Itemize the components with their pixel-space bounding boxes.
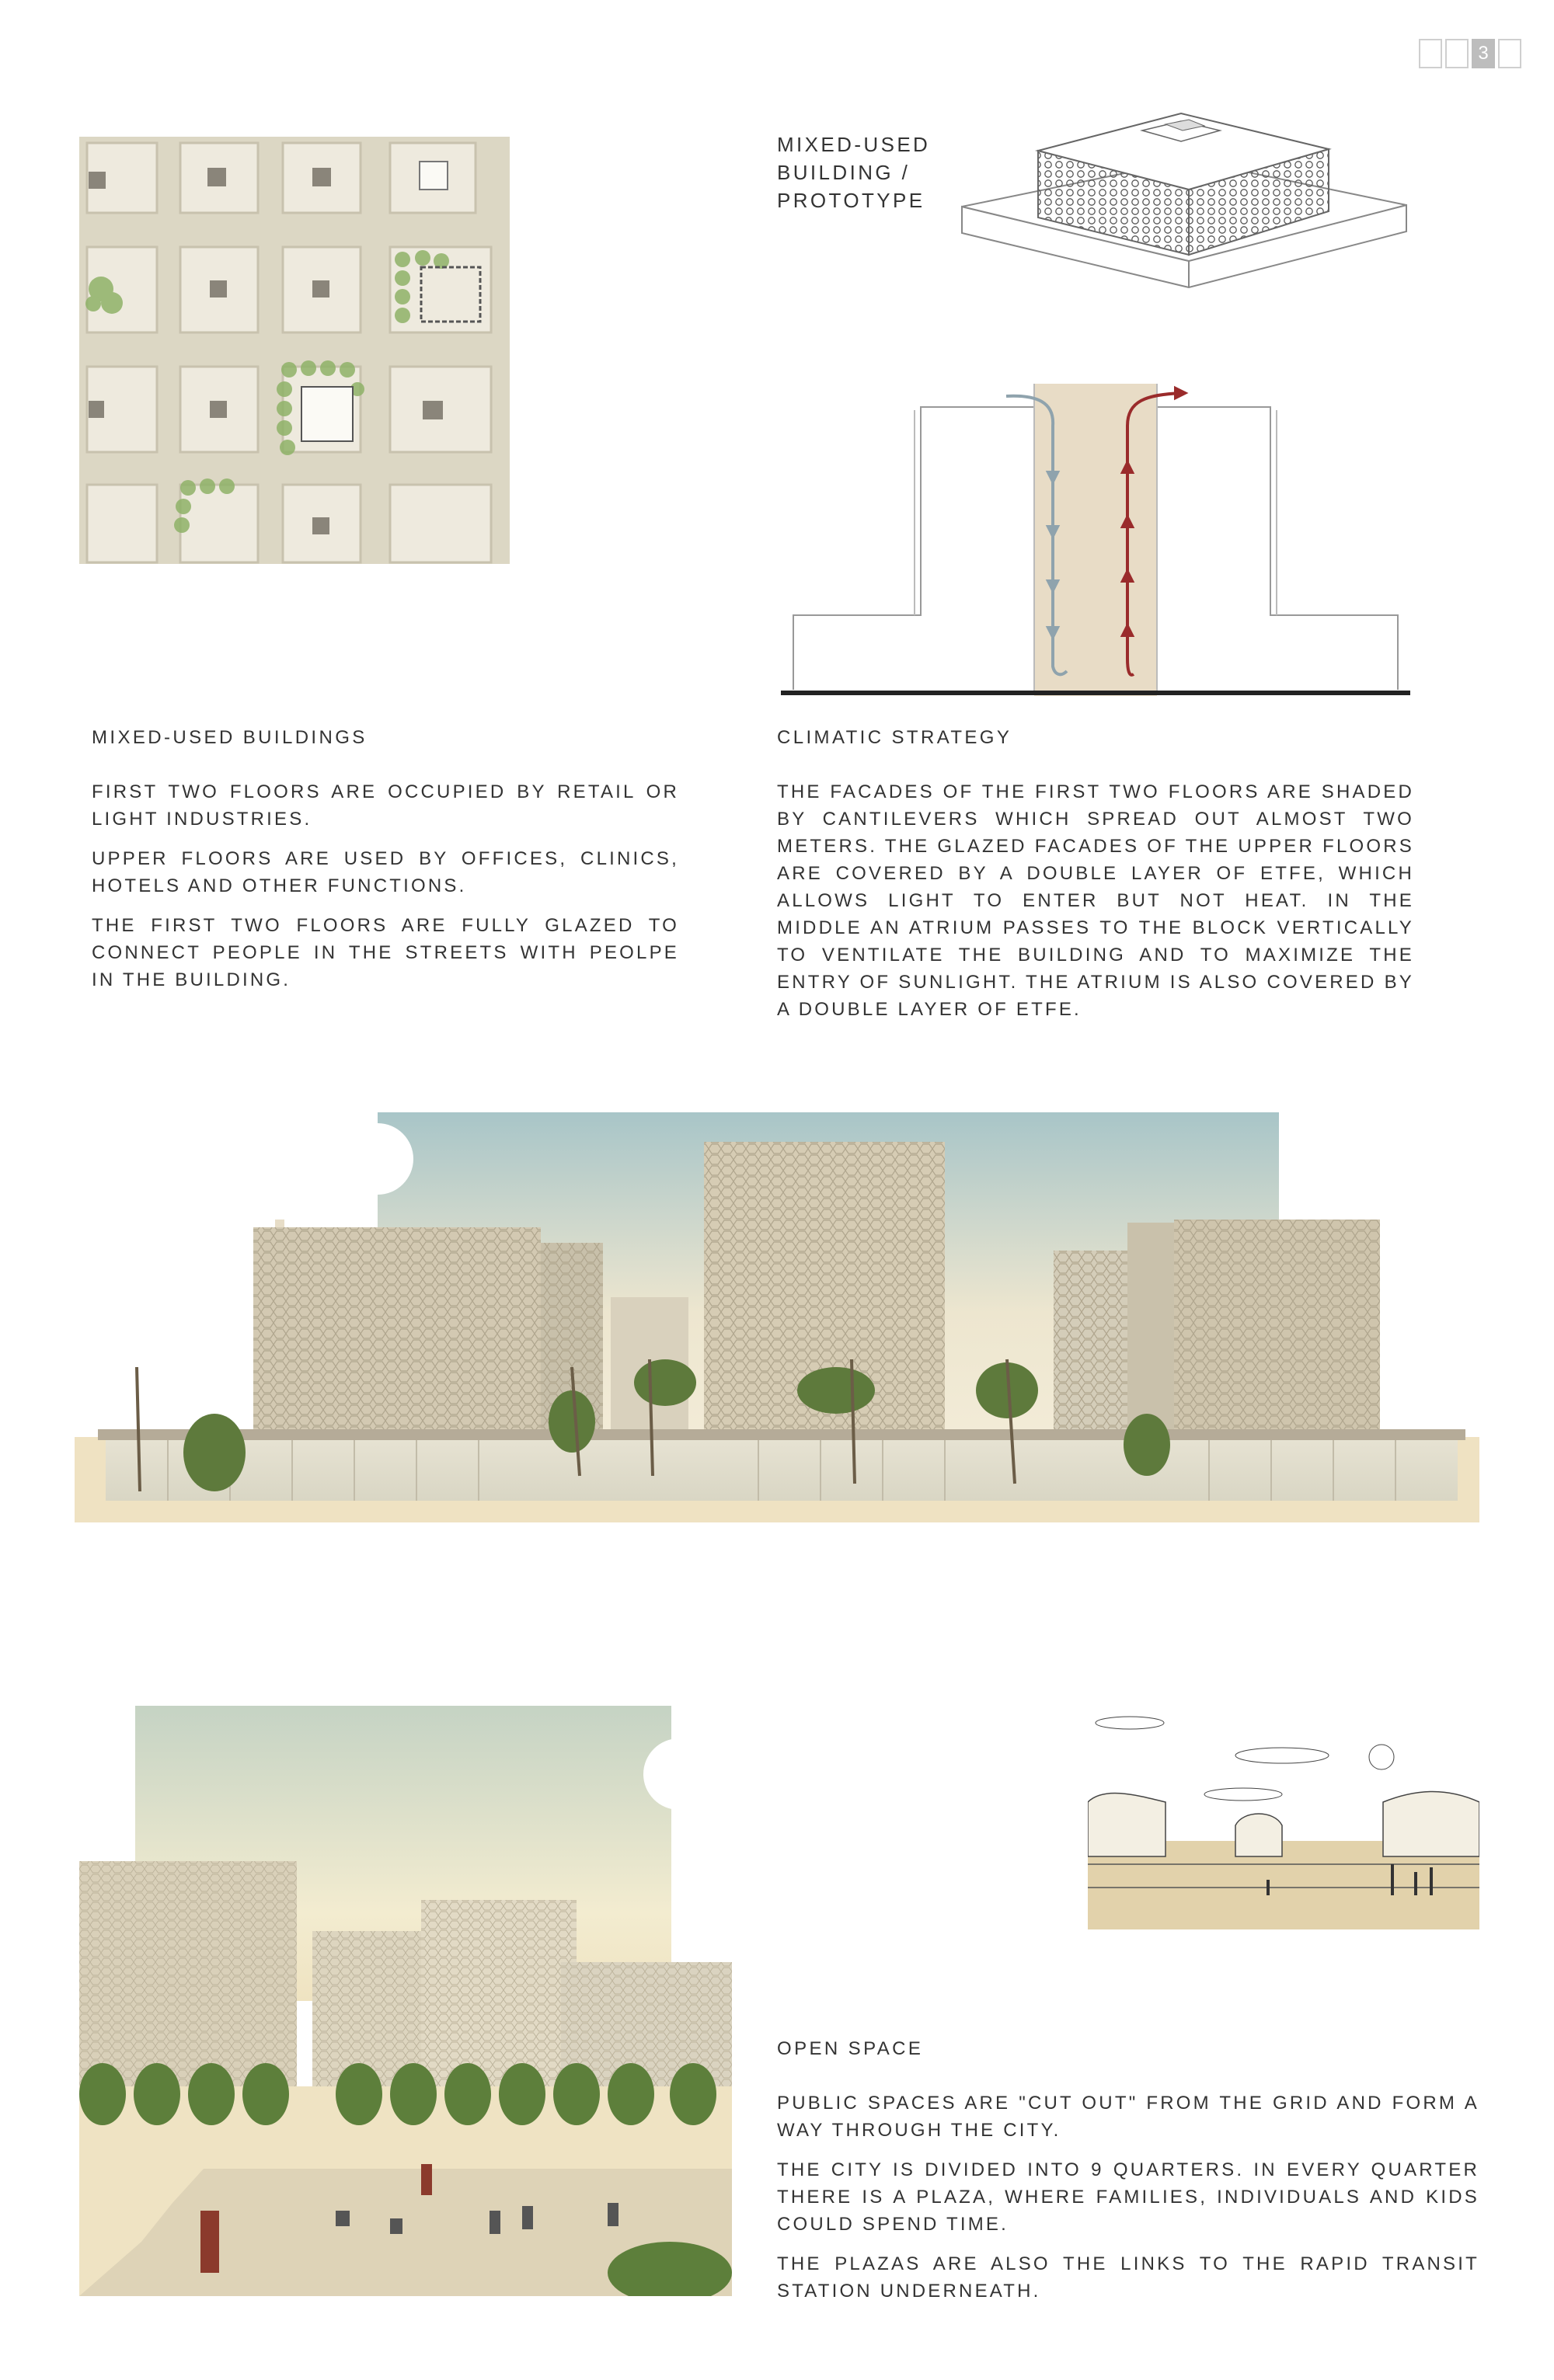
page-box-icon bbox=[1419, 39, 1442, 68]
open-space-paragraph: PUBLIC SPACES ARE "CUT OUT" FROM THE GRID AND FORM A WAY THROUGH THE CITY. bbox=[777, 2093, 1479, 2141]
mixed-used-paragraph: THE FIRST TWO FLOORS ARE FULLY GLAZED TO CONNECT PEOPLE IN THE STREETS WITH PEOLPE IN THE BUILDING. bbox=[92, 915, 679, 990]
open-space-heading: OPEN SPACE bbox=[777, 2038, 924, 2059]
mixed-used-paragraph: FIRST TWO FLOORS ARE OCCUPIED BY RETAIL OR LIGHT INDUSTRIES. bbox=[92, 781, 679, 830]
prototype-label-line: MIXED-USED bbox=[777, 133, 931, 156]
climatic-section-diagram bbox=[781, 379, 1410, 698]
climatic-paragraph: THE FACADES OF THE FIRST TWO FLOORS ARE SHADED BY CANTILEVERS WHICH SPREAD OUT ALMOST TWO METERS. THE GLAZED FACADES OF THE UPPER FLOORS ARE COVERED BY A DOUBLE LAYER OF ETFE, WHICH ALLOWS LIGHT TO ENTER BUT NOT HEAT. IN THE MIDDLE AN ATRIUM PASSES TO THE BLOCK VERTICALLY TO VENTILATE THE BUILDING AND TO MAXIMIZE THE ENTRY OF SUNLIGHT. THE ATRIUM IS ALSO COVERED BY A DOUBLE LAYER OF ETFE. bbox=[777, 781, 1414, 1020]
climatic-body bbox=[777, 778, 1414, 1035]
prototype-label-line: BUILDING / bbox=[777, 161, 911, 184]
page-number-marker bbox=[1419, 39, 1521, 68]
aerial-grid-plan bbox=[79, 137, 510, 564]
climatic-heading: CLIMATIC STRATEGY bbox=[777, 727, 1012, 748]
prototype-label-line: PROTOTYPE bbox=[777, 189, 925, 212]
page-box-icon bbox=[1498, 39, 1521, 68]
mixed-used-paragraph: UPPER FLOORS ARE USED BY OFFICES, CLINICS, HOTELS AND OTHER FUNCTIONS. bbox=[92, 848, 679, 896]
page-number: 3 bbox=[1472, 39, 1495, 68]
section-sketch bbox=[1088, 1709, 1479, 1929]
plaza-rendering bbox=[79, 1706, 732, 2296]
prototype-axonometric bbox=[956, 57, 1414, 314]
open-space-paragraph: THE CITY IS DIVIDED INTO 9 QUARTERS. IN EVERY QUARTER THERE IS A PLAZA, WHERE FAMILIES, INDIVIDUALS AND KIDS COULD SPEND TIME. bbox=[777, 2159, 1479, 2235]
page-box-icon bbox=[1445, 39, 1469, 68]
mixed-used-heading: MIXED-USED BUILDINGS bbox=[92, 727, 368, 748]
open-space-paragraph: THE PLAZAS ARE ALSO THE LINKS TO THE RAPID TRANSIT STATION UNDERNEATH. bbox=[777, 2253, 1479, 2302]
street-view-rendering bbox=[75, 1111, 1479, 1522]
mixed-used-body bbox=[92, 778, 679, 1006]
open-space-body bbox=[777, 2089, 1479, 2317]
prototype-label bbox=[777, 130, 930, 214]
